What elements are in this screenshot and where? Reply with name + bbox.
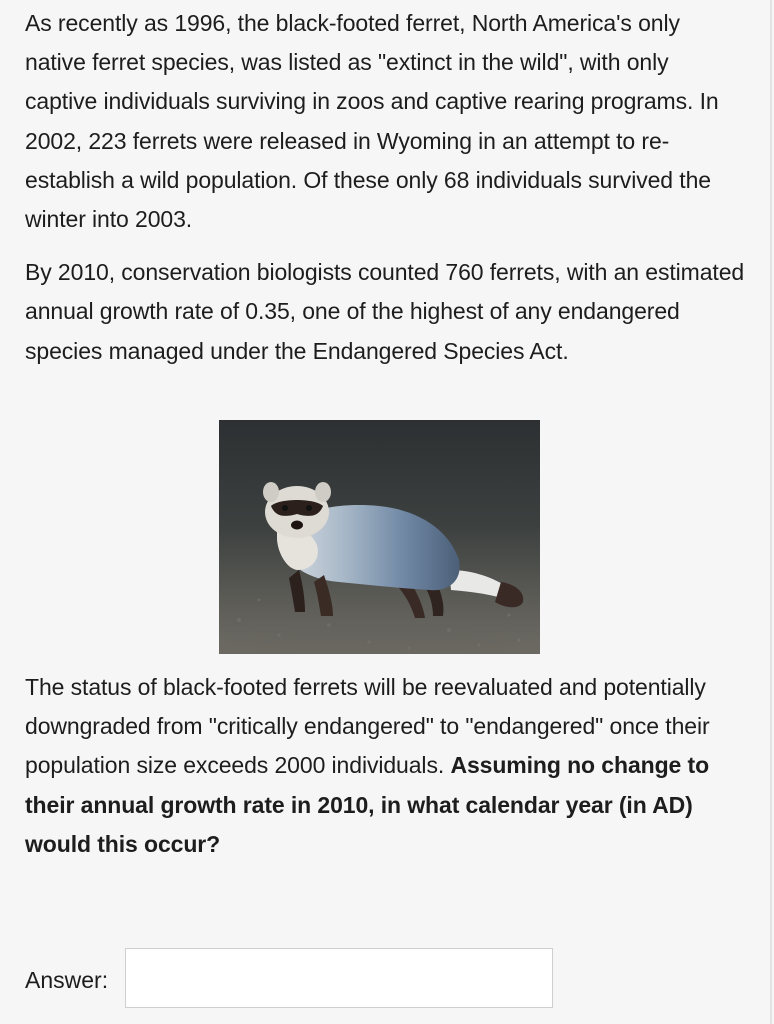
ferret-illustration xyxy=(219,420,540,654)
question-paragraph-1: As recently as 1996, the black-footed ferret, North America's only native ferret species, was listed as "extinct in the wild", with only captive individuals surviving in zoos and captive rearing programs. In 2002, 223 ferrets were released in Wyoming in an attempt to re-establish a wild population. Of these only 68 individuals survived the winter into 2003. xyxy=(25,10,719,233)
question-prompt-bold: Assuming no change to their annual growth rate in 2010, in what calendar year (in AD) would this occur? xyxy=(25,752,710,857)
question-text xyxy=(25,4,745,371)
question-paragraph-3-text: The status of black-footed ferrets will be reevaluated and potentially downgraded from "critically endangered" to "endangered" once their population size exceeds 2000 individuals. xyxy=(25,674,710,779)
question-paragraph-2: By 2010, conservation biologists counted 760 ferrets, with an estimated annual growth rate of 0.35, one of the highest of any endangered species managed under the Endangered Species Act. xyxy=(25,259,745,364)
answer-row xyxy=(25,948,125,1012)
answer-label: Answer: xyxy=(25,966,109,993)
ferret-image xyxy=(219,420,540,654)
answer-input[interactable] xyxy=(125,948,553,1008)
question-paragraph-3 xyxy=(25,668,745,864)
